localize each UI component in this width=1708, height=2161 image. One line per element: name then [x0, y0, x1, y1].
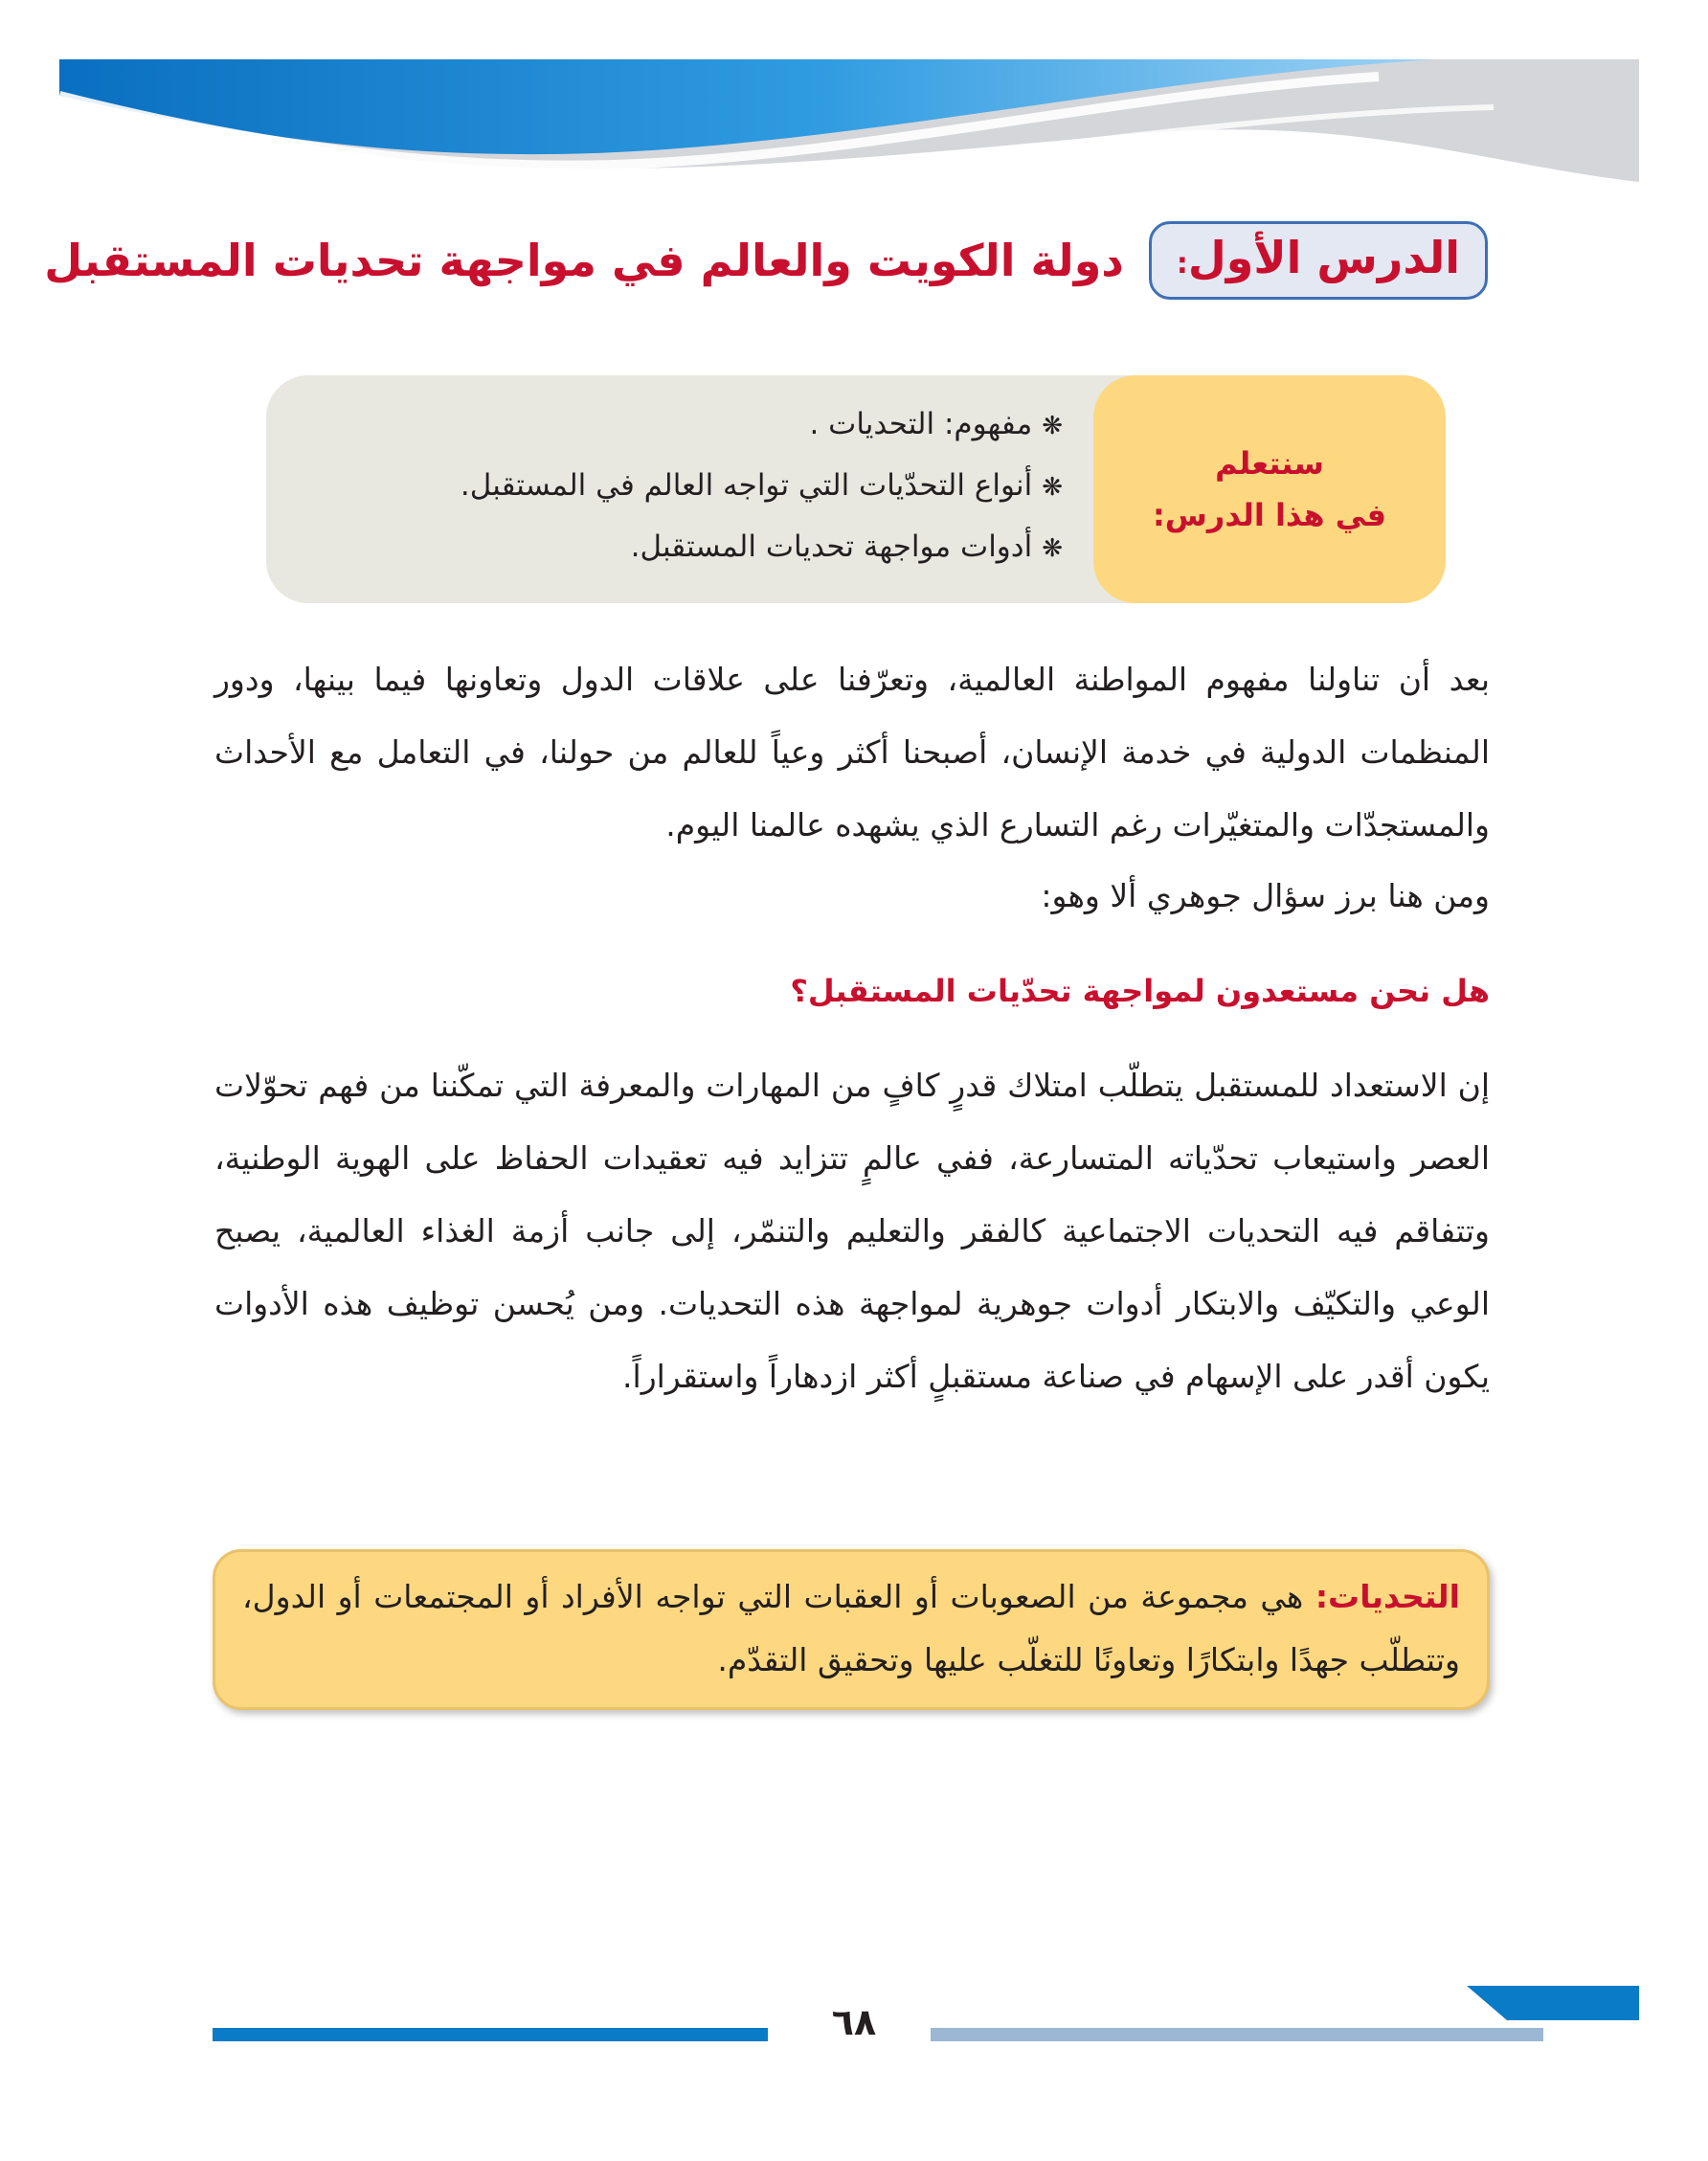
- question-heading: هل نحن مستعدون لمواجهة تحدّيات المستقبل؟: [790, 973, 1490, 1009]
- intro-paragraph: بعد أن تناولنا مفهوم المواطنة العالمية، وتعرّفنا على علاقات الدول وتعاونها فيما بينها، ودور المنظمات الدولية في خدمة الإنسان، أصبحنا أكثر وعياً للعالم من حولنا، في التعامل مع الأحداث والمستجدّات والمتغيّرات رغم التسارع الذي يشهده عالمنا اليوم.: [214, 661, 1490, 844]
- definition-colon: :: [1315, 1578, 1329, 1615]
- learning-objectives-panel: [266, 375, 1446, 603]
- objectives-tab-line-2: في هذا الدرس:: [1152, 497, 1387, 533]
- lesson-title: دولة الكويت والعالم في مواجهة تحديات المستقبل: [44, 235, 1124, 286]
- page-number: ٦٨: [831, 2001, 877, 2043]
- lesson-number-colon: :: [1176, 247, 1188, 281]
- asterisk-bullet-icon: ❋: [1042, 473, 1063, 502]
- header-wave-banner: [0, 0, 1708, 230]
- definition-box: [213, 1549, 1490, 1710]
- objective-item: [461, 456, 1063, 517]
- objectives-tab: [1093, 375, 1446, 603]
- objectives-tab-line-1: سنتعلم: [1215, 445, 1324, 482]
- objective-text: أنواع التحدّيات التي تواجه العالم في المستقبل.: [460, 468, 1033, 503]
- main-paragraph: إن الاستعداد للمستقبل يتطلّب امتلاك قدرٍ كافٍ من المهارات والمعرفة التي تمكّننا من فهم تحوّلات العصر واستيعاب تحدّياته المتسارعة، ففي عالمٍ تتزايد فيه تعقيدات الحفاظ على الهوية الوطنية، وتتفاقم فيه التحديات الاجتماعية كالفقر والتعليم والتنمّر، إلى جانب أزمة الغذاء العالمية، يصبح الوعي والتكيّف والابتكار أدوات جوهرية لمواجهة هذه التحديات. ومن يُحسن توظيف هذه الأدوات يكون أقدر على الإسهام في صناعة مستقبلٍ أكثر ازدهاراً واستقراراً.: [214, 1067, 1490, 1395]
- objective-text: مفهوم: التحديات .: [809, 407, 1033, 441]
- lesson-number-badge: [1149, 221, 1488, 300]
- lesson-number-label: الدرس الأول: [1187, 232, 1460, 283]
- objectives-list: [461, 394, 1063, 578]
- question-intro-line: ومن هنا برز سؤال جوهري ألا وهو:: [1041, 877, 1490, 914]
- lesson-title-row: [44, 213, 1488, 308]
- objective-item: [461, 517, 1063, 578]
- asterisk-bullet-icon: ❋: [1042, 534, 1063, 563]
- asterisk-bullet-icon: ❋: [1042, 412, 1063, 440]
- objective-text: أدوات مواجهة تحديات المستقبل.: [630, 529, 1033, 564]
- definition-term: التحديات: [1328, 1578, 1460, 1615]
- objective-item: [461, 394, 1063, 456]
- definition-text: هي مجموعة من الصعوبات أو العقبات التي تواجه الأفراد أو المجتمعات أو الدول، وتتطلّب جهدًا وابتكارًا وتعاونًا للتغلّب عليها وتحقيق التقدّم.: [242, 1578, 1460, 1678]
